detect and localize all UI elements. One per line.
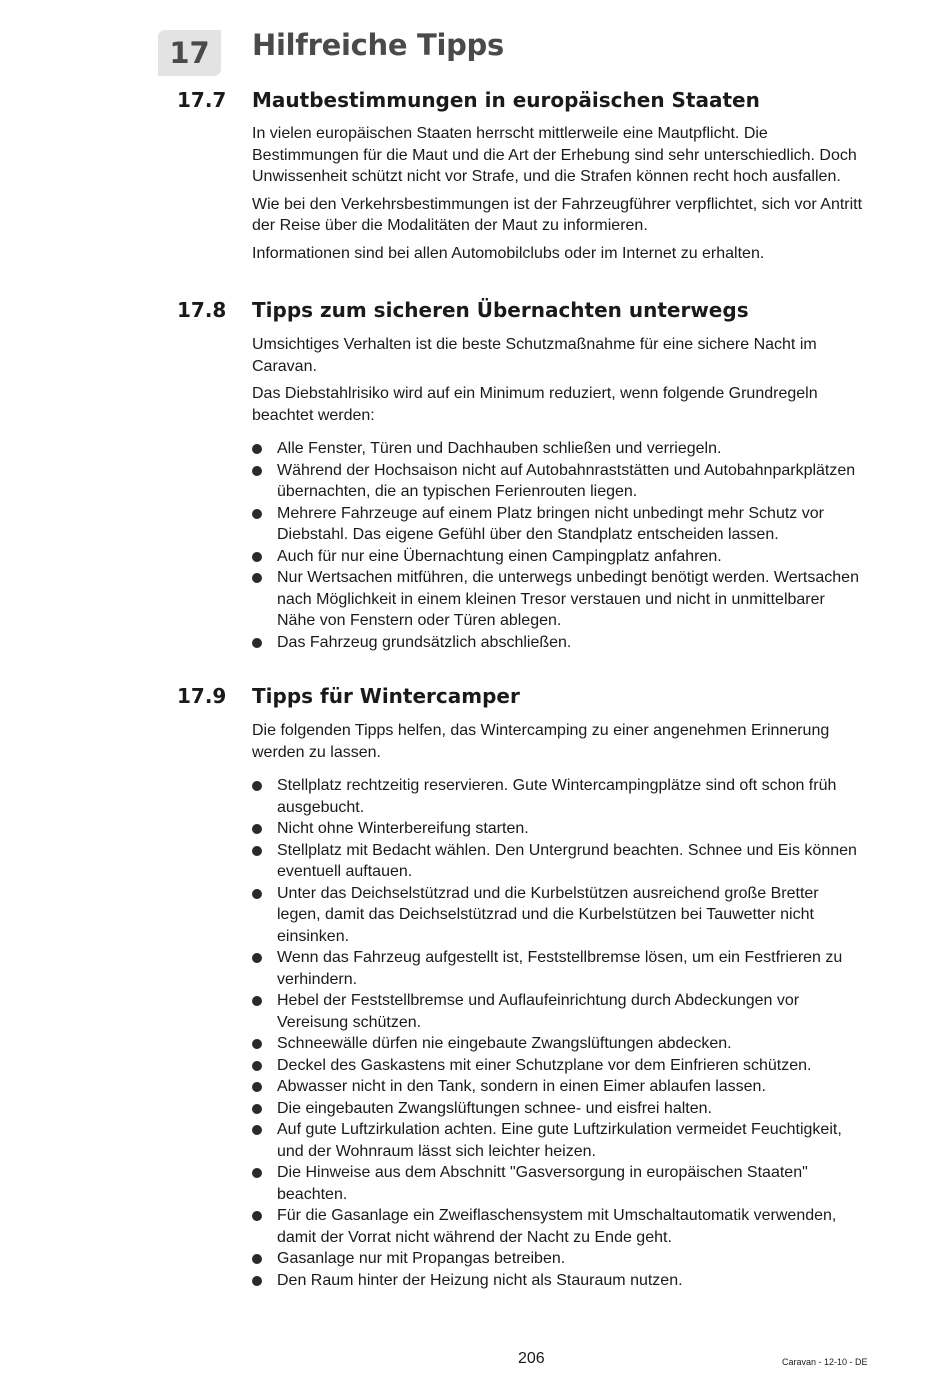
bullet-icon bbox=[252, 1211, 262, 1221]
list-item-text: Hebel der Feststellbremse und Auflaufeinrichtung durch Abdeckungen vor Vereisung schützen. bbox=[277, 992, 800, 1031]
list-item bbox=[252, 775, 864, 818]
section-body bbox=[252, 334, 864, 653]
list-item bbox=[252, 1270, 864, 1292]
section-number: 17.9 bbox=[177, 684, 227, 708]
list-item-text: Mehrere Fahrzeuge auf einem Platz bringen nicht unbedingt mehr Schutz vor Diebstahl. Das eigene Gefühl über den Standplatz entscheiden lassen. bbox=[277, 504, 824, 543]
footer-reference: Caravan - 12-10 - DE bbox=[782, 1357, 868, 1367]
list-item-text: Auf gute Luftzirkulation achten. Eine gute Luftzirkulation vermeidet Feuchtigkeit, und der Wohnraum lässt sich leichter heizen. bbox=[277, 1121, 842, 1160]
list-item-text: Stellplatz mit Bedacht wählen. Den Untergrund beachten. Schnee und Eis können eventuell auftauen. bbox=[277, 841, 857, 880]
bullet-icon bbox=[252, 552, 262, 562]
list-item bbox=[252, 1055, 864, 1077]
bullet-icon bbox=[252, 509, 262, 519]
chapter-number: 17 bbox=[169, 36, 210, 70]
bullet-icon bbox=[252, 889, 262, 899]
list-item-text: Schneewälle dürfen nie eingebaute Zwangslüftungen abdecken. bbox=[277, 1035, 732, 1052]
list-item bbox=[252, 990, 864, 1033]
list-item-text: Stellplatz rechtzeitig reservieren. Gute Wintercampingplätze sind oft schon früh ausgebucht. bbox=[277, 777, 837, 816]
bullet-icon bbox=[252, 1168, 262, 1178]
list-item-text: Wenn das Fahrzeug aufgestellt ist, Feststellbremse lösen, um ein Festfrieren zu verhindern. bbox=[277, 949, 843, 988]
list-item bbox=[252, 632, 864, 654]
list-item bbox=[252, 818, 864, 840]
paragraph: Die folgenden Tipps helfen, das Wintercamping zu einer angenehmen Erinnerung werden zu lassen. bbox=[252, 722, 830, 761]
list-item bbox=[252, 1076, 864, 1098]
bullet-icon bbox=[252, 824, 262, 834]
list-item-text: Während der Hochsaison nicht auf Autobahnraststätten und Autobahnparkplätzen übernachten, die an typischen Ferienrouten liegen. bbox=[277, 461, 856, 500]
section-number: 17.7 bbox=[177, 88, 227, 112]
bullet-list bbox=[252, 775, 864, 1291]
chapter-number-badge bbox=[158, 30, 221, 76]
bullet-icon bbox=[252, 1254, 262, 1264]
list-item bbox=[252, 567, 864, 632]
bullet-icon bbox=[252, 444, 262, 454]
paragraph: Das Diebstahlrisiko wird auf ein Minimum reduziert, wenn folgende Grundregeln beachtet werden: bbox=[252, 385, 818, 424]
list-item-text: Den Raum hinter der Heizung nicht als Stauraum nutzen. bbox=[277, 1271, 683, 1289]
list-item-text: Nicht ohne Winterbereifung starten. bbox=[277, 820, 529, 837]
list-item bbox=[252, 1248, 864, 1270]
bullet-icon bbox=[252, 1061, 262, 1071]
list-item bbox=[252, 840, 864, 883]
list-item bbox=[252, 1162, 864, 1205]
list-item bbox=[252, 947, 864, 990]
bullet-icon bbox=[252, 846, 262, 856]
bullet-icon bbox=[252, 573, 262, 583]
section-title: Mautbestimmungen in europäischen Staaten bbox=[252, 88, 760, 112]
list-item bbox=[252, 1119, 864, 1162]
bullet-icon bbox=[252, 466, 262, 476]
bullet-icon bbox=[252, 1104, 262, 1114]
list-item bbox=[252, 1033, 864, 1055]
list-item bbox=[252, 883, 864, 948]
bullet-icon bbox=[252, 996, 262, 1006]
list-item-text: Gasanlage nur mit Propangas betreiben. bbox=[277, 1250, 566, 1267]
bullet-icon bbox=[252, 1125, 262, 1135]
list-item-text: Die eingebauten Zwangslüftungen schnee- und eisfrei halten. bbox=[277, 1099, 712, 1117]
bullet-icon bbox=[252, 953, 262, 963]
list-item bbox=[252, 546, 864, 568]
bullet-icon bbox=[252, 1039, 262, 1049]
paragraph: Informationen sind bei allen Automobilclubs oder im Internet zu erhalten. bbox=[252, 244, 765, 262]
list-item-text: Deckel des Gaskastens mit einer Schutzplane vor dem Einfrieren schützen. bbox=[277, 1056, 812, 1074]
section-title: Tipps für Wintercamper bbox=[252, 684, 520, 708]
paragraph: Umsichtiges Verhalten ist die beste Schutzmaßnahme für eine sichere Nacht im Caravan. bbox=[252, 336, 817, 375]
list-item bbox=[252, 438, 864, 460]
bullet-list bbox=[252, 438, 864, 653]
list-item-text: Die Hinweise aus dem Abschnitt "Gasversorgung in europäischen Staaten" beachten. bbox=[277, 1164, 808, 1203]
bullet-icon bbox=[252, 781, 262, 791]
section-number: 17.8 bbox=[177, 298, 227, 322]
bullet-icon bbox=[252, 638, 262, 648]
section-title: Tipps zum sicheren Übernachten unterwegs bbox=[252, 298, 749, 322]
list-item bbox=[252, 1098, 864, 1120]
list-item bbox=[252, 1205, 864, 1248]
list-item-text: Abwasser nicht in den Tank, sondern in einen Eimer ablaufen lassen. bbox=[277, 1078, 766, 1095]
section-body bbox=[252, 720, 864, 1291]
list-item-text: Alle Fenster, Türen und Dachhauben schließen und verriegeln. bbox=[277, 440, 722, 457]
paragraph: Wie bei den Verkehrsbestimmungen ist der Fahrzeugführer verpflichtet, sich vor Antritt der Reise über die Modalitäten der Maut zu informieren. bbox=[252, 195, 863, 234]
chapter-title: Hilfreiche Tipps bbox=[252, 28, 504, 62]
bullet-icon bbox=[252, 1276, 262, 1286]
list-item-text: Für die Gasanlage ein Zweiflaschensystem mit Umschaltautomatik verwenden, damit der Vorrat nicht während der Nacht zu Ende geht. bbox=[277, 1207, 837, 1246]
list-item bbox=[252, 503, 864, 546]
list-item-text: Auch für nur eine Übernachtung einen Campingplatz anfahren. bbox=[277, 547, 722, 565]
section-body bbox=[252, 123, 864, 270]
page-number: 206 bbox=[518, 1350, 545, 1367]
paragraph: In vielen europäischen Staaten herrscht mittlerweile eine Mautpflicht. Die Bestimmungen für die Maut und die Art der Erhebung sind sehr unterschiedlich. Doch Unwissenheit schützt nicht vor Strafe, und die Strafen können recht hoch ausfallen. bbox=[252, 125, 857, 185]
list-item-text: Unter das Deichselstützrad und die Kurbelstützen ausreichend große Bretter legen, damit das Deichselstützrad und die Kurbelstützen bei Tauwetter nicht einsinken. bbox=[277, 884, 819, 945]
bullet-icon bbox=[252, 1082, 262, 1092]
list-item bbox=[252, 460, 864, 503]
list-item-text: Das Fahrzeug grundsätzlich abschließen. bbox=[277, 633, 572, 651]
list-item-text: Nur Wertsachen mitführen, die unterwegs unbedingt benötigt werden. Wertsachen nach Möglichkeit in einem kleinen Tresor verstauen und nicht in unmittelbarer Nähe von Fenstern oder Türen ablegen. bbox=[277, 569, 859, 629]
